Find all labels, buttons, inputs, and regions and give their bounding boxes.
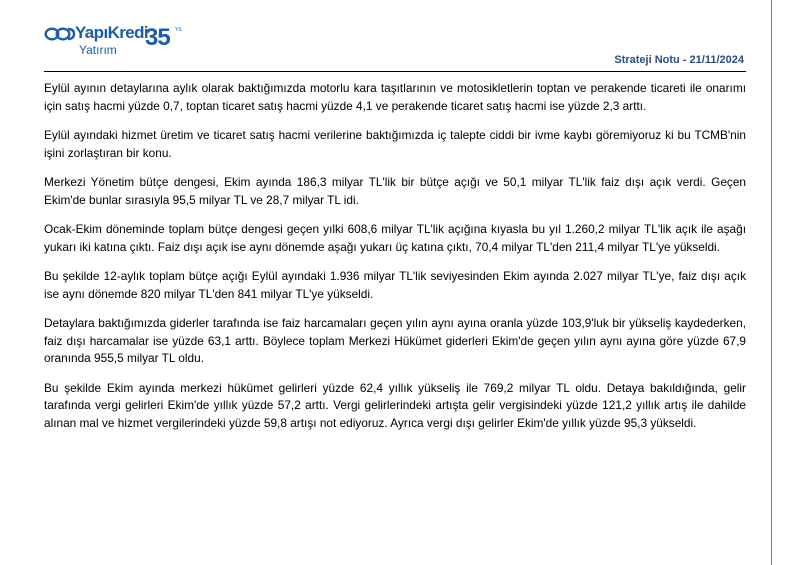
brand-logo xyxy=(44,22,194,62)
page-edge-divider xyxy=(771,0,772,565)
paragraph: Eylül ayındaki hizmet üretim ve ticaret satış hacmi verilerine baktığımızda iç talepte ciddi bir ivme kaybı göremiyoruz ki bu TCMB'nin işini zorlaştıran bir konu. xyxy=(44,128,746,160)
anniversary-number: 35 xyxy=(145,24,170,51)
anniversary-suffix: YIL xyxy=(175,27,183,33)
report-title-date: Strateji Notu - 21/11/2024 xyxy=(614,54,744,66)
paragraph: Bu şekilde 12-aylık toplam bütçe açığı Eylül ayındaki 1.936 milyar TL'lik seviyesinden Ekim ayında 2.027 milyar TL'ye, faiz dışı açık ise aynı dönemde 820 milyar TL'den 841 milyar TL'ye yükseldi. xyxy=(44,269,746,301)
paragraph: Detaylara baktığımızda giderler tarafında ise faiz harcamaları geçen yılın aynı ayına oranla yüzde 103,9'luk bir yükseliş kaydederken, faiz dışı harcamalar ise yüzde 63,1 arttı. Böylece toplam Merkezi Hükümet giderleri Ekim'de geçen yılın aynı ayına göre yüzde 67,9 oranında 955,5 milyar TL oldu. xyxy=(44,316,746,365)
paragraph: Ocak-Ekim döneminde toplam bütçe dengesi geçen yılki 608,6 milyar TL'lik açığına kıyasla bu yıl 1.260,2 milyar TL'lik açık ile aşağı yukarı iki katına çıktı. Faiz dışı açık ise aynı dönemde aşağı yukarı üç katına çıktı, 70,4 milyar TL'den 211,4 milyar TL'ye yükseldi. xyxy=(44,222,746,254)
paragraph: Bu şekilde Ekim ayında merkezi hükümet gelirleri yüzde 62,4 yıllık yükseliş ile 769,2 milyar TL oldu. Detaya bakıldığında, gelir tarafında vergi gelirleri Ekim'de yıllık yüzde 57,2 arttı. Vergi gelirlerindeki artışta gelir vergisindeki yüzde 121,2 yıllık artış ile dahilde alınan mal ve hizmet vergilerindeki yüzde 59,8 artışı not ediyoruz. Ayrıca vergi dışı gelirler Ekim'de yıllık yüzde 95,3 yükseldi. xyxy=(44,380,746,430)
paragraph: Merkezi Yönetim bütçe dengesi, Ekim ayında 186,3 milyar TL'lik bir bütçe açığı ve 50,1 milyar TL'lik faiz dışı açık verdi. Geçen Ekim'de bunlar sırasıyla 95,5 milyar TL ve 28,7 milyar TL idi. xyxy=(44,175,746,207)
brand-mark-icon xyxy=(44,26,76,42)
paragraph: Eylül ayının detaylarına aylık olarak baktığımızda motorlu kara taşıtlarının ve motosikletlerin toptan ve perakende ticareti ile onarımı için satış hacmi yüzde 0,7, toptan ticaret satış hacmi yüzde 4,1 ve perakende ticaret satış hacmi ise yüzde 2,3 arttı. xyxy=(44,81,746,113)
header-divider xyxy=(44,71,746,72)
brand-subtitle: Yatırım xyxy=(79,43,117,57)
brand-name: YapıKredi xyxy=(75,23,149,42)
report-body xyxy=(44,80,746,444)
